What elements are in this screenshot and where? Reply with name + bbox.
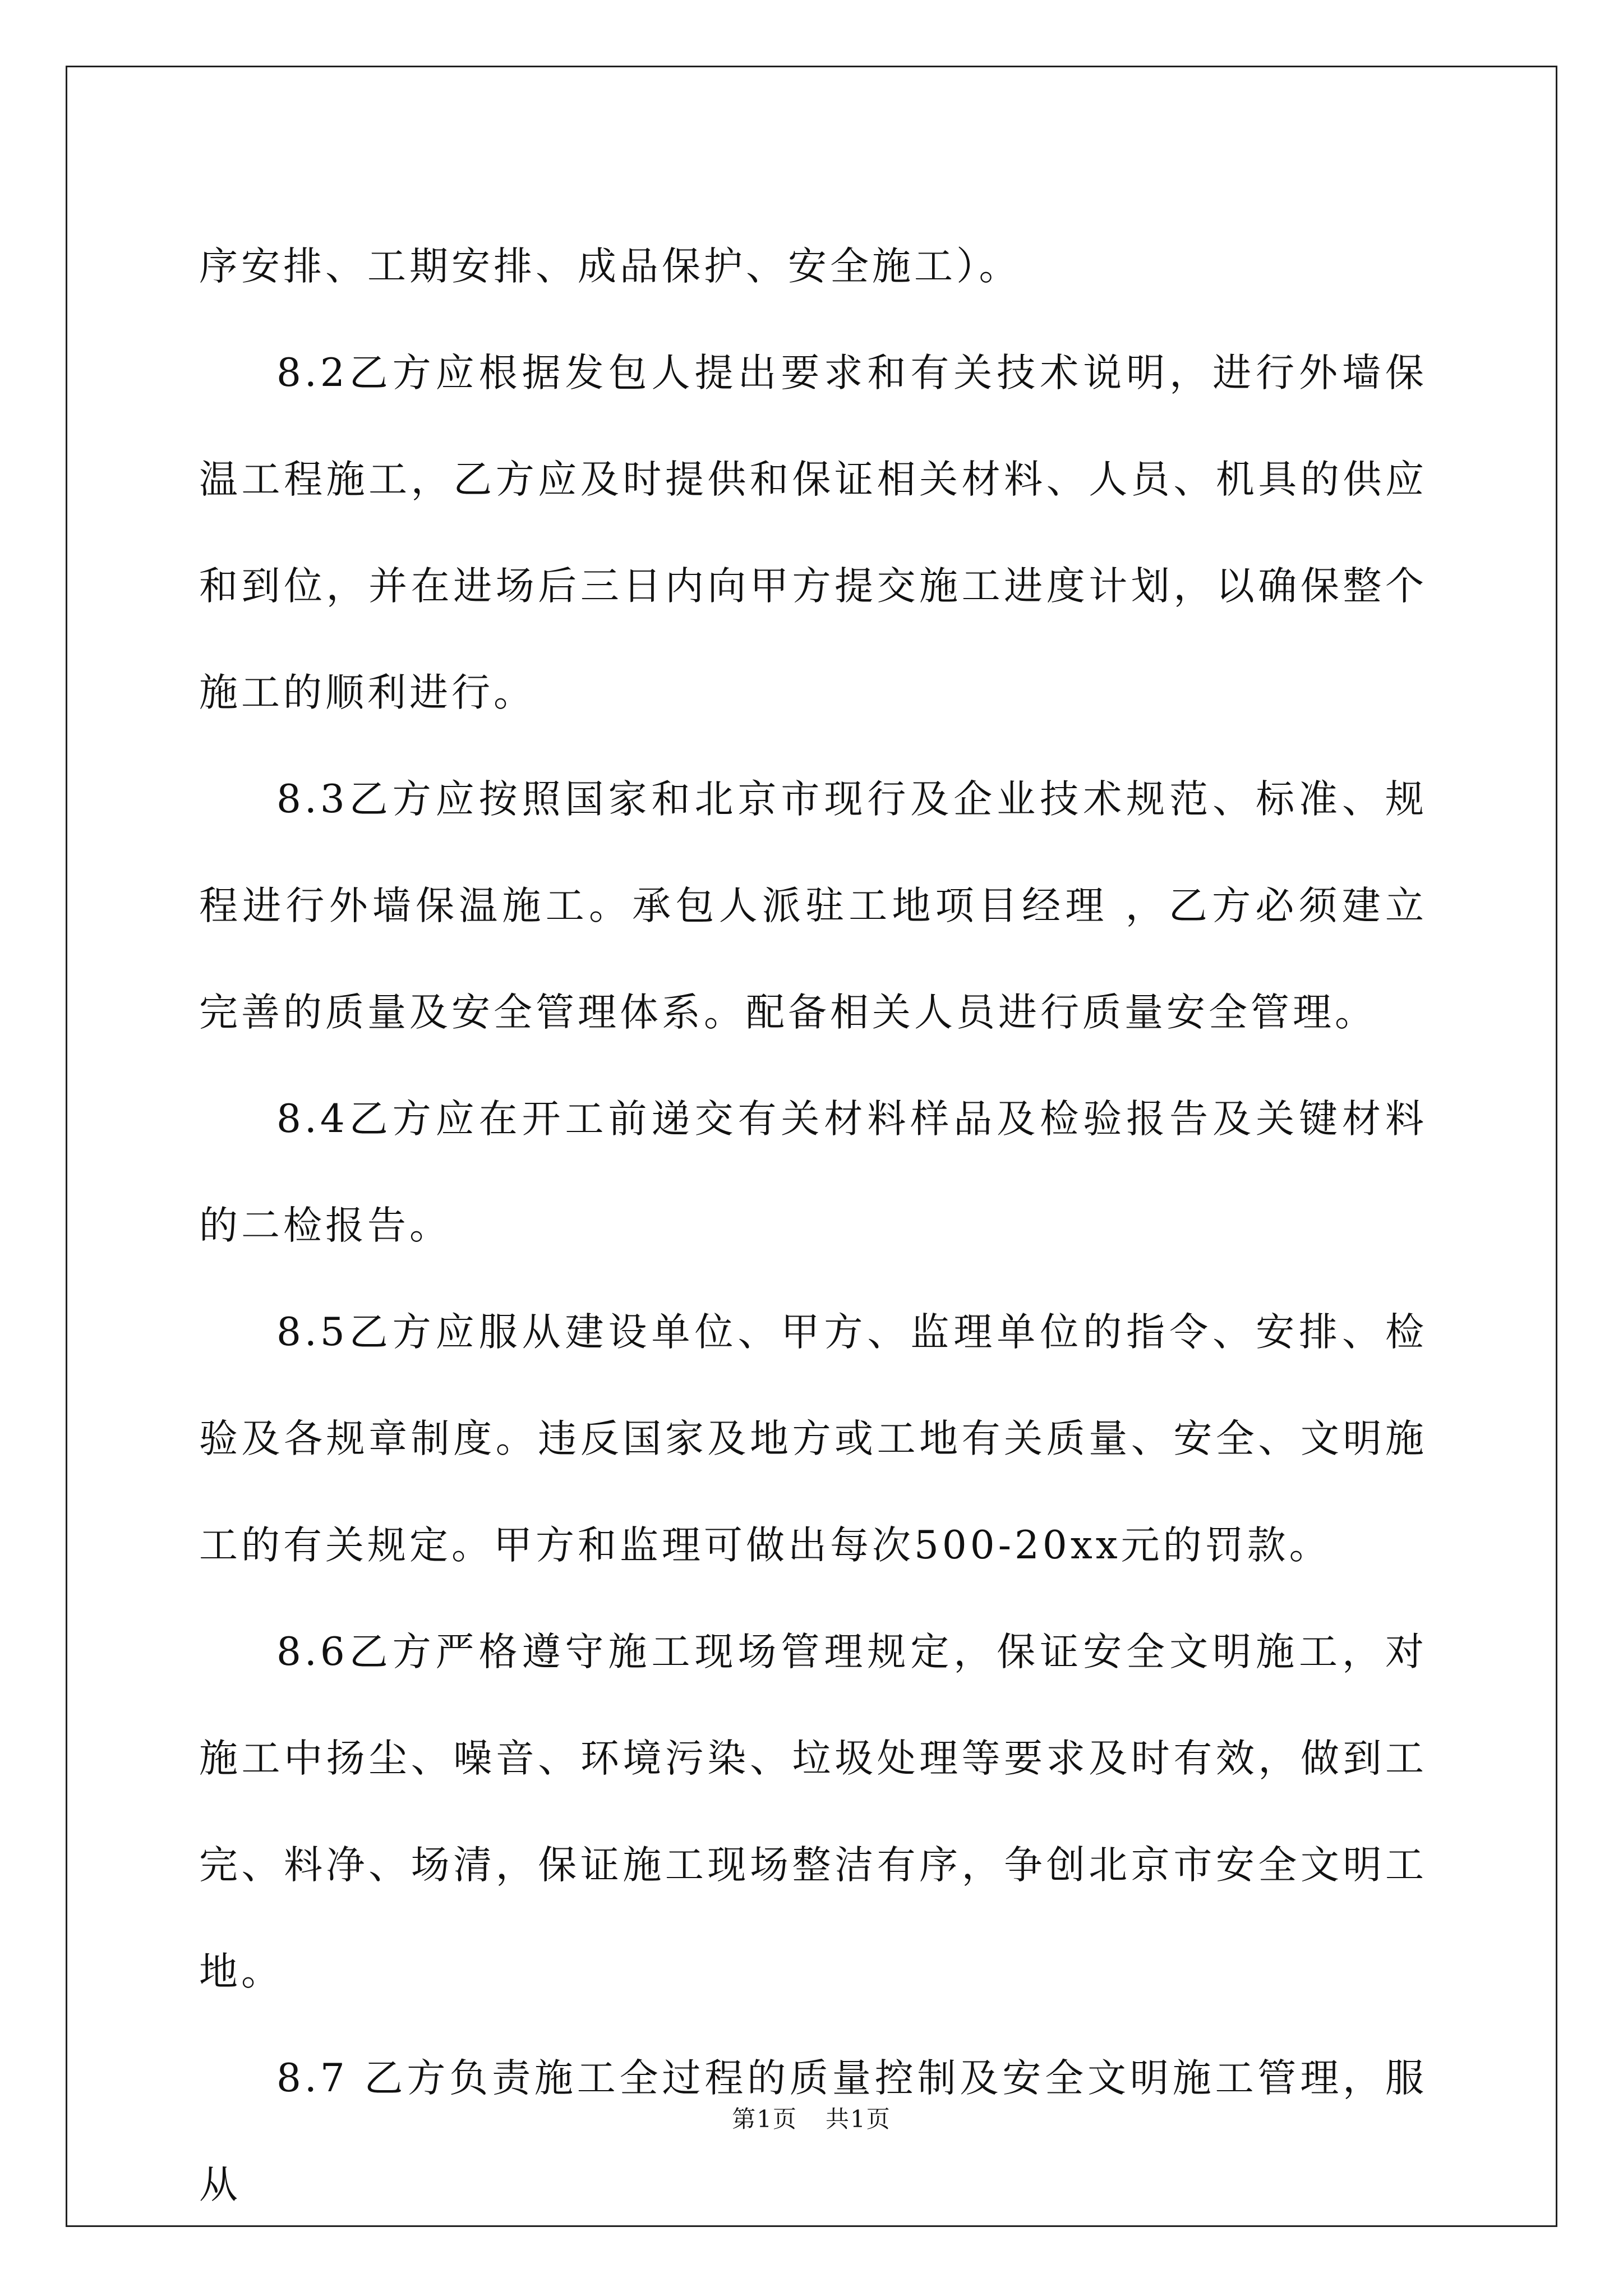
document-body: [199, 213, 1427, 2238]
paragraph-continuation: 序安排、工期安排、成品保护、安全施工）。: [199, 244, 1021, 289]
paragraph-8-2: 8.2乙方应根据发包人提出要求和有关技术说明，进行外墙保温工程施工，乙方应及时提供和保证相关材料、人员、机具的供应和到位，并在进场后三日内向甲方提交施工进度计划，以确保整个施工的顺利进行。: [199, 351, 1427, 715]
paragraph-8-4: 8.4乙方应在开工前递交有关材料样品及检验报告及关键材料的二检报告。: [199, 1097, 1427, 1248]
paragraph-8-5: 8.5乙方应服从建设单位、甲方、监理单位的指令、安排、检验及各规章制度。违反国家及地方或工地有关质量、安全、文明施工的有关规定。甲方和监理可做出每次500-20xx元的罚款。: [199, 1310, 1427, 1568]
paragraph-8-3: 8.3乙方应按照国家和北京市现行及企业技术规范、标准、规程进行外墙保温施工。承包人派驻工地项目经理 ，乙方必须建立完善的质量及安全管理体系。配备相关人员进行质量安全管理。: [199, 777, 1427, 1035]
paragraph-8-7: 8.7 乙方负责施工全过程的质量控制及安全文明施工管理，服从: [199, 2056, 1427, 2207]
paragraph-8-6: 8.6乙方严格遵守施工现场管理规定，保证安全文明施工，对施工中扬尘、噪音、环境污染、垃圾处理等要求及时有效，做到工完、料净、场清，保证施工现场整洁有序，争创北京市安全文明工地。: [199, 1630, 1427, 1994]
page-total: 共1页: [826, 2105, 891, 2133]
page-number: 第1页: [732, 2105, 797, 2133]
page-footer: [0, 2101, 1623, 2134]
